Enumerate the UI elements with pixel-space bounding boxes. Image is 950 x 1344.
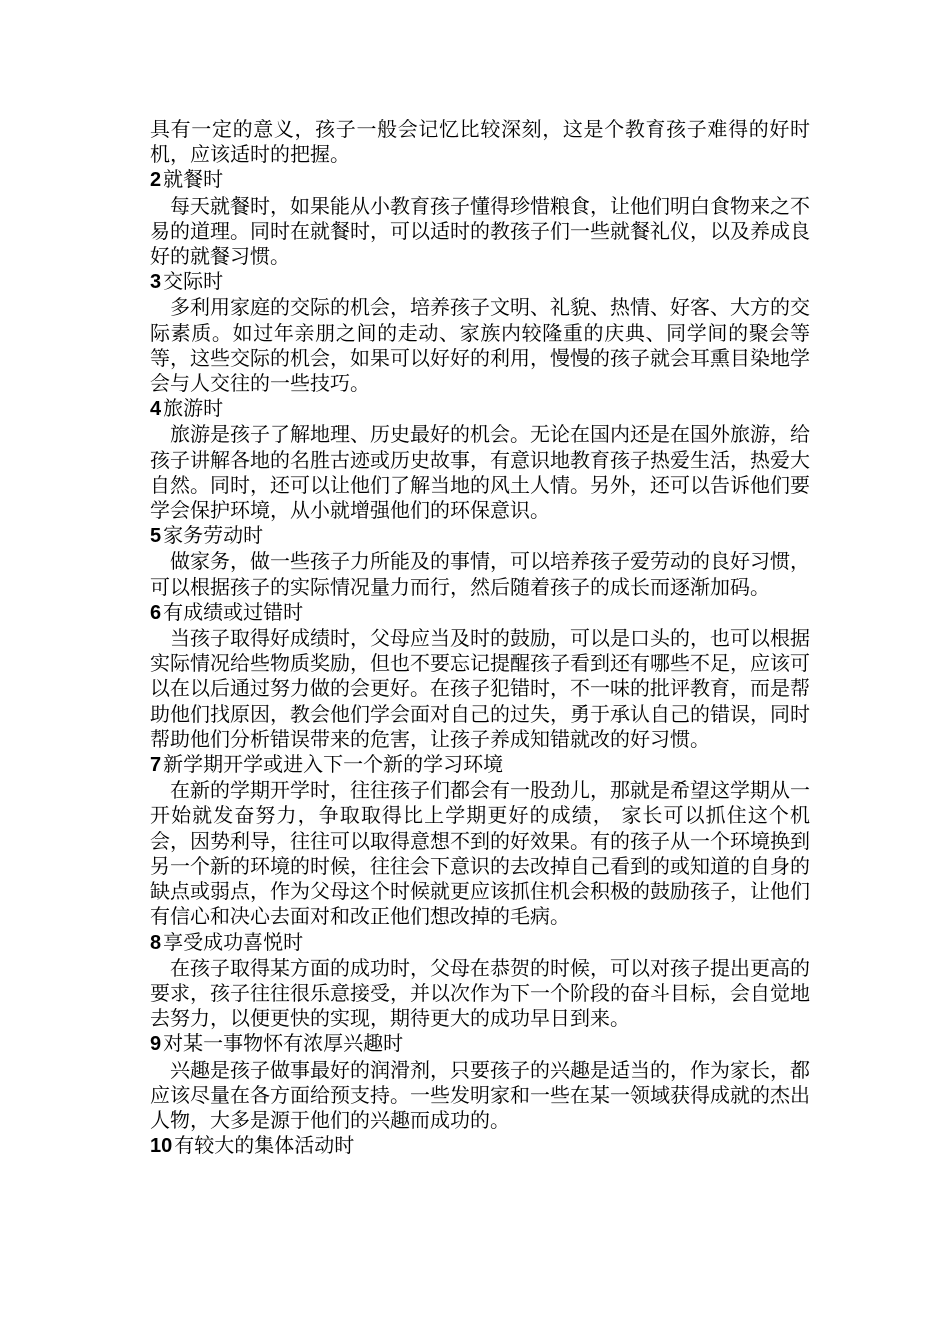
section-heading — [150, 752, 810, 778]
section-5 — [150, 523, 810, 600]
section-heading — [150, 523, 810, 549]
section-title: 交际时 — [163, 269, 224, 294]
section-heading — [150, 1031, 810, 1057]
section-heading — [150, 167, 810, 193]
section-heading — [150, 396, 810, 422]
section-4 — [150, 396, 810, 523]
section-paragraph: 每天就餐时，如果能从小教育孩子懂得珍惜粮食，让他们明白食物来之不易的道理。同时在就餐时，可以适时的教孩子们一些就餐礼仪，以及养成良好的就餐习惯。 — [150, 193, 810, 269]
section-title: 有较大的集体活动时 — [174, 1133, 355, 1158]
section-heading — [150, 930, 810, 956]
section-number: 8 — [150, 931, 162, 954]
intro-paragraph: 具有一定的意义，孩子一般会记忆比较深刻，这是个教育孩子难得的好时机，应该适时的把握。 — [150, 117, 810, 167]
section-heading — [150, 1133, 810, 1159]
section-number: 10 — [150, 1135, 173, 1158]
section-3 — [150, 269, 810, 396]
section-title: 就餐时 — [163, 167, 224, 192]
section-2 — [150, 167, 810, 269]
section-paragraph: 旅游是孩子了解地理、历史最好的机会。无论在国内还是在国外旅游，给孩子讲解各地的名胜古迹或历史故事，有意识地教育孩子热爱生活，热爱大自然。同时，还可以让他们了解当地的风土人情。另外，还可以告诉他们要学会保护环境，从小就增强他们的环保意识。 — [150, 422, 810, 523]
section-paragraph: 当孩子取得好成绩时，父母应当及时的鼓励，可以是口头的，也可以根据实际情况给些物质奖励，但也不要忘记提醒孩子看到还有哪些不足，应该可以在以后通过努力做的会更好。在孩子犯错时，不一味的批评教育，而是帮助他们找原因，教会他们学会面对自己的过失，勇于承认自己的错误，同时帮助他们分析错误带来的危害，让孩子养成知错就改的好习惯。 — [150, 626, 810, 751]
section-title: 有成绩或过错时 — [163, 599, 304, 624]
section-number: 7 — [150, 754, 162, 777]
section-number: 3 — [150, 271, 162, 294]
section-paragraph: 多利用家庭的交际的机会，培养孩子文明、礼貌、热情、好客、大方的交际素质。如过年亲朋之间的走动、家族内较隆重的庆典、同学间的聚会等等，这些交际的机会，如果可以好好的利用，慢慢的孩子就会耳熏目染地学会与人交往的一些技巧。 — [150, 295, 810, 396]
section-title: 旅游时 — [163, 396, 224, 421]
section-10 — [150, 1133, 810, 1159]
section-title: 对某一事物怀有浓厚兴趣时 — [163, 1031, 404, 1056]
section-paragraph: 在新的学期开学时，往往孩子们都会有一股劲儿，那就是希望这学期从一开始就发奋努力，争取取得比上学期更好的成绩， 家长可以抓住这个机会，因势利导，往往可以取得意想不到的好效果。有的孩子从一个环境换到另一个新的环境的时候，往往会下意识的去改掉自己看到的或知道的自身的缺点或弱点，作为父母这个时候就更应该抓住机会积极的鼓励孩子，让他们有信心和决心去面对和改正他们想改掉的毛病。 — [150, 778, 810, 929]
section-heading — [150, 269, 810, 295]
section-title: 新学期开学或进入下一个新的学习环境 — [163, 752, 504, 777]
section-number: 6 — [150, 601, 162, 624]
section-7 — [150, 752, 810, 929]
section-heading — [150, 600, 810, 626]
document-body — [150, 117, 810, 1159]
section-title: 家务劳动时 — [163, 523, 264, 548]
section-6 — [150, 600, 810, 752]
section-paragraph: 兴趣是孩子做事最好的润滑剂，只要孩子的兴趣是适当的，作为家长，都应该尽量在各方面给预支持。一些发明家和一些在某一领域获得成就的杰出人物，大多是源于他们的兴趣而成功的。 — [150, 1057, 810, 1132]
section-number: 2 — [150, 169, 162, 192]
section-number: 5 — [150, 525, 162, 548]
section-number: 4 — [150, 398, 162, 421]
section-title: 享受成功喜悦时 — [163, 929, 304, 954]
section-number: 9 — [150, 1033, 162, 1056]
section-8 — [150, 930, 810, 1032]
section-paragraph: 在孩子取得某方面的成功时，父母在恭贺的时候，可以对孩子提出更高的要求，孩子往往很乐意接受，并以次作为下一个阶段的奋斗目标，会自觉地去努力，以便更快的实现，期待更大的成功早日到来。 — [150, 955, 810, 1031]
section-paragraph: 做家务，做一些孩子力所能及的事情，可以培养孩子爱劳动的良好习惯，可以根据孩子的实际情况量力而行，然后随着孩子的成长而逐渐加码。 — [150, 549, 810, 599]
section-9 — [150, 1031, 810, 1133]
